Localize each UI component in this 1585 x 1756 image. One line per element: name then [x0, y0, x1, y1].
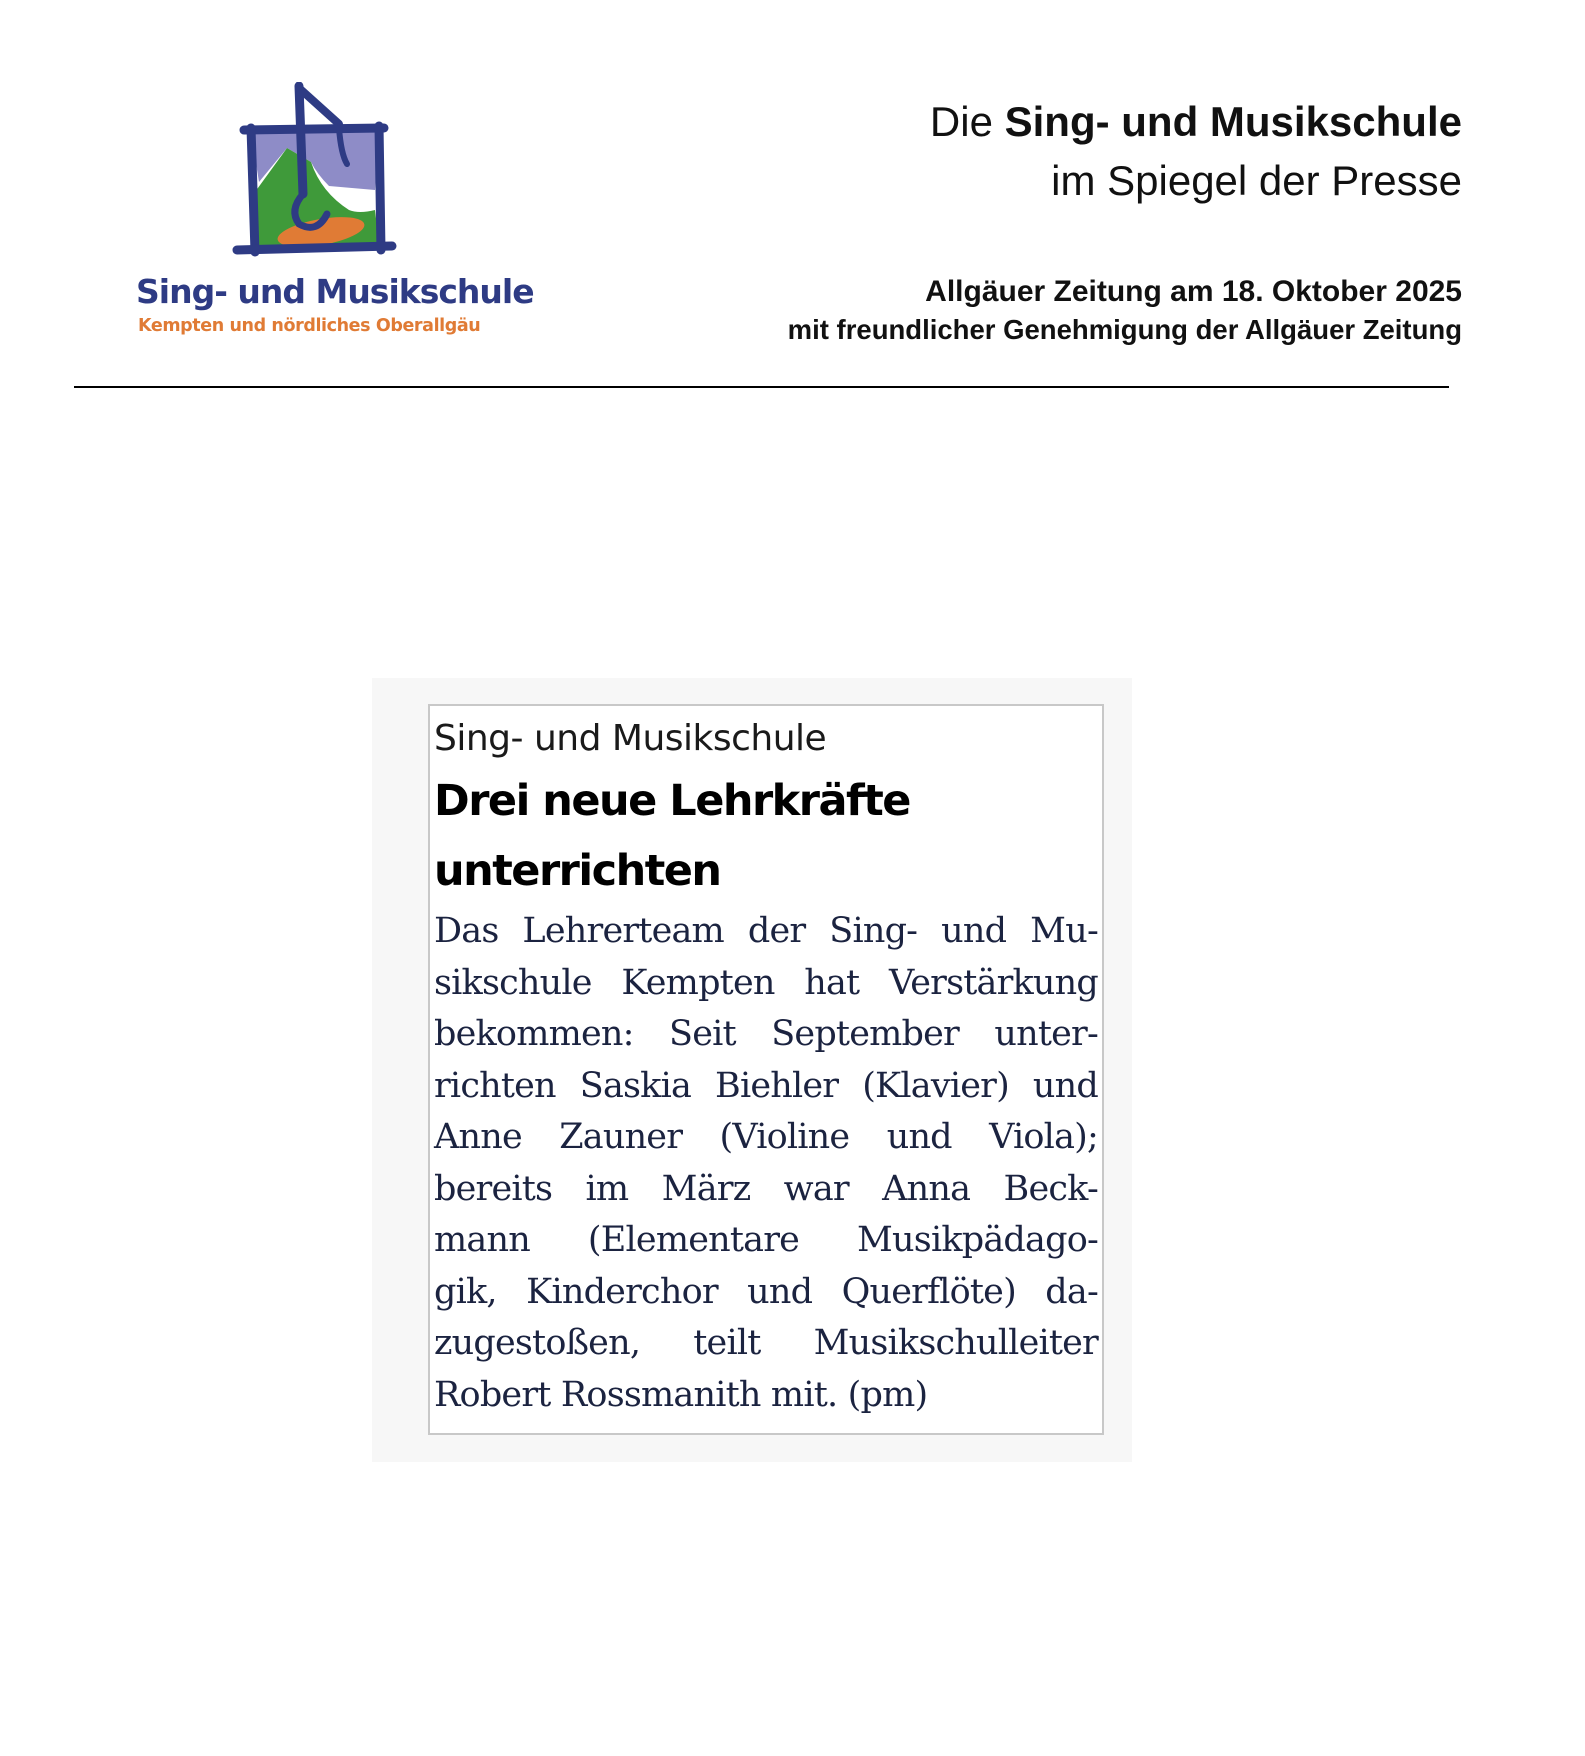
headline-line: Drei neue Lehrkräfte	[434, 776, 910, 826]
header-divider	[74, 386, 1449, 388]
article-body	[434, 906, 1098, 1421]
title-bold: Sing- und Musikschule	[1004, 98, 1462, 145]
article-headline	[434, 766, 1098, 906]
body-line: gik, Kinderchor und Querflöte) da-	[434, 1271, 1098, 1312]
headline-line: unterrichten	[434, 846, 721, 896]
logo-subtitle: Kempten und nördliches Oberallgäu	[138, 316, 481, 336]
page-subtitle: im Spiegel der Presse	[1051, 157, 1462, 204]
source-line: Allgäuer Zeitung am 18. Oktober 2025	[925, 275, 1462, 308]
body-line: Robert Rossmanith mit. (pm)	[434, 1374, 928, 1415]
permission-line: mit freundlicher Genehmigung der Allgäuer Zeitung	[787, 314, 1462, 345]
body-line: bekommen: Seit September unter-	[434, 1014, 1098, 1054]
page-title	[930, 98, 1462, 146]
logo-name: Sing- und Musikschule	[136, 272, 534, 311]
body-line: zugestoßen, teilt Musikschulleiter	[434, 1323, 1098, 1363]
body-line: richten Saskia Biehler (Klavier) und	[434, 1065, 1098, 1106]
school-logo	[133, 82, 534, 347]
logo-emblem-icon	[229, 82, 409, 277]
body-line: mann (Elementare Musikpädago-	[434, 1220, 1098, 1260]
title-prefix: Die	[929, 98, 1005, 145]
body-line: Das Lehrerteam der Sing- und Mu-	[434, 911, 1098, 951]
newspaper-clipping	[428, 704, 1104, 1435]
body-line: Anne Zauner (Violine und Viola);	[434, 1117, 1098, 1157]
body-line: sikschule Kempten hat Verstärkung	[434, 962, 1098, 1003]
article-kicker: Sing- und Musikschule	[434, 718, 827, 759]
body-line: bereits im März war Anna Beck-	[434, 1168, 1098, 1209]
